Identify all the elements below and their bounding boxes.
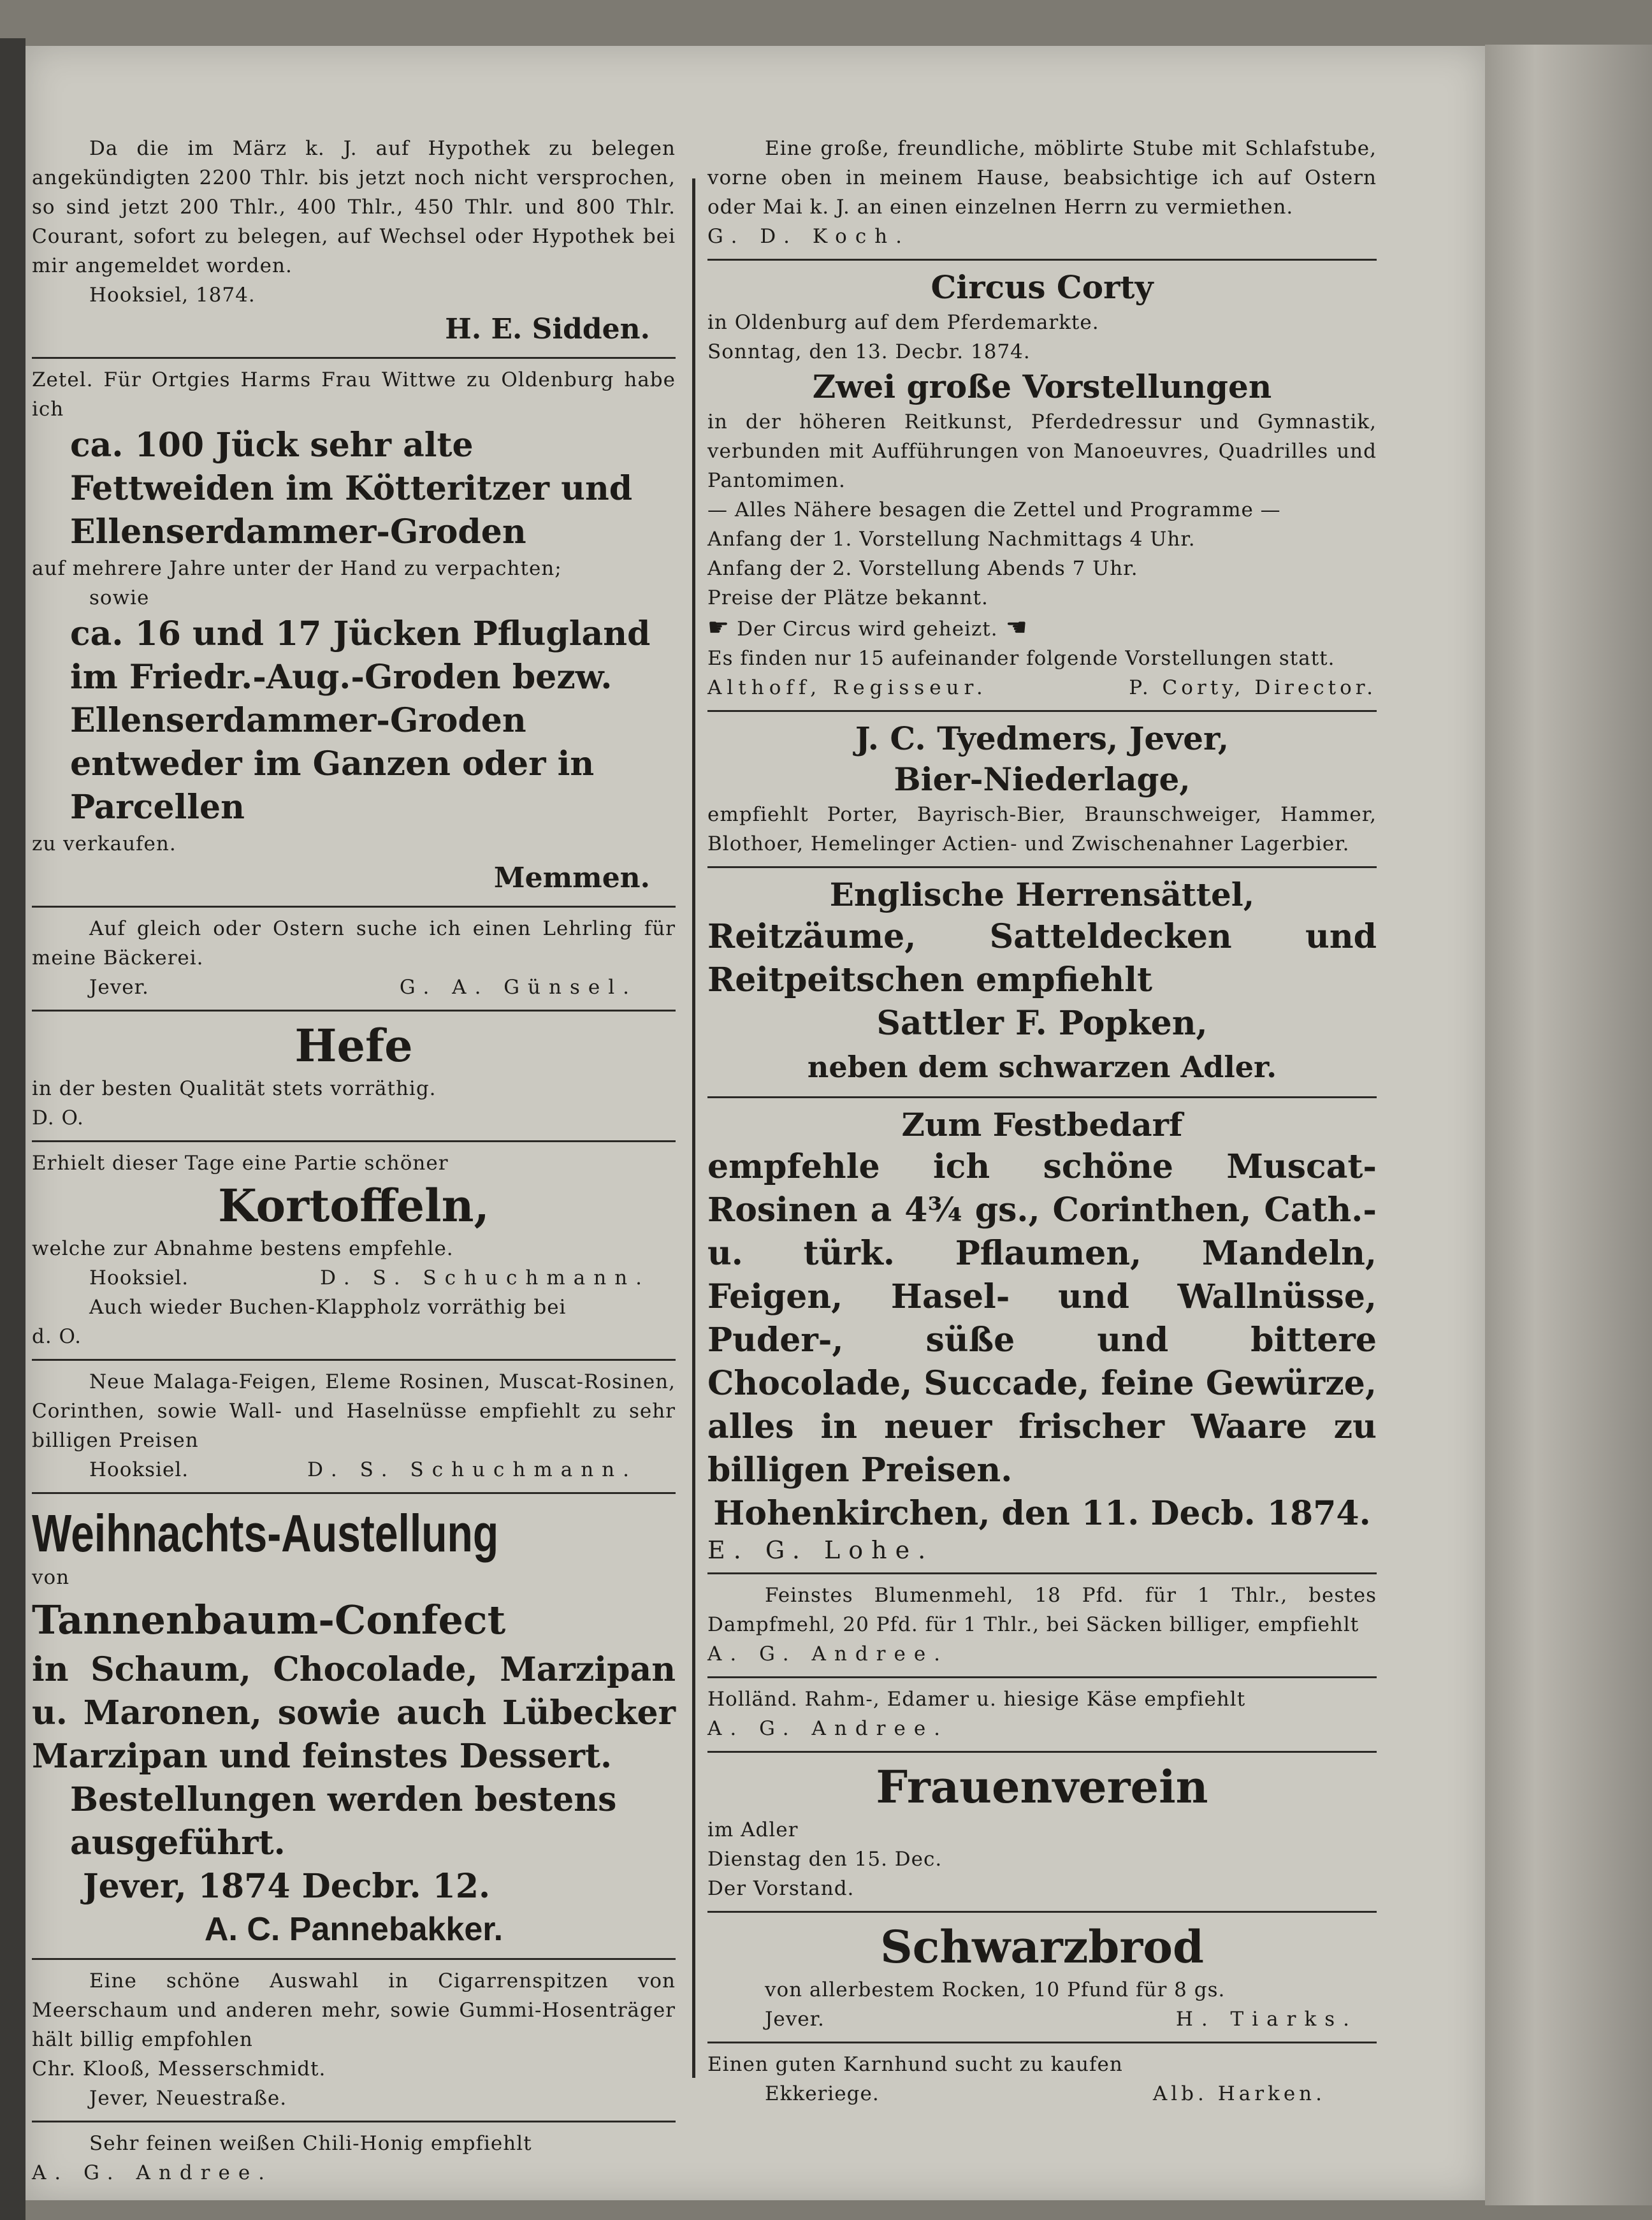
ad-hypothek	[32, 127, 676, 359]
ad-weihnachts	[32, 1494, 676, 1960]
ad-circus	[707, 261, 1377, 712]
ad-place: Hooksiel.	[89, 1458, 189, 1481]
ad-signature: G. D. Koch.	[707, 225, 910, 248]
ad-date: Jever, 1874 Decbr. 12.	[83, 1867, 491, 1906]
ad-text: Der Circus wird geheizt.	[737, 618, 998, 641]
ad-text: zu verkaufen.	[32, 832, 177, 855]
book-spine	[0, 38, 25, 2220]
ad-text: Auch wieder Buchen-Klappholz vorräthig bei	[89, 1296, 567, 1319]
ad-signature: d. O.	[32, 1325, 82, 1348]
ad-intro: Zetel. Für Ortgies Harms Frau Wittwe zu Oldenburg habe ich	[32, 368, 676, 421]
ad-place: Ekkeriege.	[765, 2082, 880, 2105]
ad-signature: Sattler F. Popken,	[876, 1004, 1208, 1043]
ad-text: Bestellungen werden bestens ausgeführt.	[70, 1780, 617, 1862]
ad-date: Hohenkirchen, den 11. Decb. 1874.	[713, 1494, 1371, 1533]
ad-cigarren	[32, 1960, 676, 2122]
ad-headline: Zum Festbedarf	[901, 1106, 1183, 1143]
ad-signature: D. S. Schuchmann.	[320, 1266, 650, 1289]
ad-text: Anfang der 1. Vorstellung Nachmittags 4 Uhr.	[707, 528, 1196, 551]
ad-headline: Kortoffeln,	[218, 1179, 489, 1232]
ad-text: in der besten Qualität stets vorräthig.	[32, 1077, 437, 1100]
ad-text: auf mehrere Jahre unter der Hand zu verpachten;	[32, 557, 562, 580]
ad-title: Weihnachts-Austellung	[32, 1504, 499, 1563]
ad-signature: G. A. Günsel.	[399, 976, 637, 999]
ad-text: Sehr feinen weißen Chili-Honig empfiehlt	[89, 2132, 532, 2155]
ad-karnhund	[707, 2043, 1377, 2116]
ad-text: welche zur Abnahme bestens empfehle.	[32, 1237, 454, 1260]
ad-signature: D. O.	[32, 1106, 84, 1129]
ad-headline: Hefe	[294, 1019, 413, 1072]
ad-lehrling	[32, 908, 676, 1012]
ad-text: sowie	[89, 586, 150, 609]
ad-place: Hooksiel.	[89, 1266, 189, 1289]
ad-festbedarf	[707, 1098, 1377, 1574]
left-column	[32, 127, 676, 2195]
ad-text: Auf gleich oder Ostern suche ich einen Lehrling für meine Bäckerei.	[32, 917, 676, 969]
ad-honig	[32, 2122, 676, 2195]
ad-saettel	[707, 868, 1377, 1098]
ad-text: Eine große, freundliche, möblirte Stube mit Schlafstube, vorne oben in meinem Hause, beabsichtige ich auf Ostern oder Mai k. J. an einen einzelnen Herrn zu vermiethen.	[707, 137, 1377, 219]
ad-frauenverein	[707, 1753, 1377, 1913]
ad-text: Holländ. Rahm-, Edamer u. hiesige Käse empfiehlt	[707, 1688, 1246, 1711]
ad-text: in Schaum, Chocolade, Marzipan u. Maronen, sowie auch Lübecker Marzipan und feinstes Dessert.	[32, 1650, 676, 1776]
ad-signature: A. G. Andree.	[707, 1717, 949, 1740]
right-column	[707, 127, 1377, 2116]
ad-text: Feinstes Blumenmehl, 18 Pfd. für 1 Thlr., bestes Dampfmehl, 20 Pfd. für 1 Thlr., bei Säcken billiger, empfiehlt	[707, 1584, 1377, 1636]
ad-signature: H. E. Sidden.	[445, 313, 650, 345]
ad-text: Neue Malaga-Feigen, Eleme Rosinen, Muscat-Rosinen, Corinthen, sowie Wall- und Haselnüsse empfiehlt zu sehr billigen Preisen	[32, 1370, 676, 1452]
ad-text: Einen guten Karnhund sucht zu kaufen	[707, 2053, 1123, 2076]
ad-fettweiden	[32, 359, 676, 908]
ad-signature: Chr. Klooß, Messerschmidt.	[32, 2057, 326, 2080]
ad-signature: Memmen.	[493, 862, 650, 894]
ad-place: Jever.	[89, 976, 149, 999]
ad-headline: ca. 16 und 17 Jücken Pflugland im Friedr.-Aug.-Groden bezw. Ellenserdammer-Groden entweder im Ganzen oder in Parcellen	[70, 614, 651, 827]
ad-stube	[707, 127, 1377, 261]
ad-signature: P. Corty, Director.	[1129, 676, 1377, 699]
ad-headline: Schwarzbrod	[880, 1920, 1204, 1973]
ad-text: von	[32, 1566, 70, 1589]
ad-signature: D. S. Schuchmann.	[307, 1458, 637, 1481]
ad-text: Reitzäume, Satteldecken und Reitpeitschen empfiehlt	[707, 917, 1377, 999]
ad-text: Dienstag den 15. Dec.	[707, 1848, 943, 1871]
ad-bier	[707, 712, 1377, 868]
ad-signature: Althoff, Regisseur.	[707, 676, 988, 699]
ad-text: im Adler	[707, 1818, 799, 1841]
ad-signature: A. C. Pannebakker.	[204, 1911, 504, 1948]
ad-intro: Erhielt dieser Tage eine Partie schöner	[32, 1152, 449, 1175]
ad-kartoffeln	[32, 1142, 676, 1361]
ad-headline: Englische Herrensättel,	[829, 876, 1255, 913]
ad-text: von allerbestem Rocken, 10 Pfund für 8 gs.	[765, 1978, 1226, 2001]
ad-headline: ca. 100 Jück sehr alte Fettweiden im Kötteritzer und Ellenserdammer-Groden	[70, 426, 633, 551]
ad-place: Hooksiel, 1874.	[89, 284, 256, 307]
ad-place: Jever, Neuestraße.	[89, 2087, 287, 2110]
ad-schwarzbrod	[707, 1913, 1377, 2043]
pointing-hand-icon: ☛	[707, 613, 737, 641]
ad-headline: Zwei große Vorstellungen	[812, 368, 1272, 405]
column-rule	[692, 178, 695, 2078]
ad-text: empfehle ich schöne Muscat-Rosinen a 4¾ gs., Corinthen, Cath.- u. türk. Pflaumen, Mandeln, Feigen, Hasel- und Wallnüsse, Puder-, süße und bittere Chocolade, Succade, feine Gewürze, alles in neuer frischer Waare zu billigen Preisen.	[707, 1147, 1377, 1490]
ad-headline: Frauenverein	[876, 1760, 1208, 1813]
ad-place: Jever.	[765, 2008, 825, 2031]
ad-hefe	[32, 1012, 676, 1142]
page-edge	[1485, 45, 1652, 2205]
ad-text: neben dem schwarzen Adler.	[807, 1050, 1277, 1084]
ad-signature: A. G. Andree.	[32, 2161, 273, 2184]
ad-text: Preise der Plätze bekannt.	[707, 586, 989, 609]
ad-text: Eine schöne Auswahl in Cigarrenspitzen von Meerschaum und anderen mehr, sowie Gummi-Hosenträger hält billig empfohlen	[32, 1970, 676, 2051]
ad-text: in Oldenburg auf dem Pferdemarkte.	[707, 311, 1099, 334]
ad-text: Es finden nur 15 aufeinander folgende Vorstellungen statt.	[707, 647, 1335, 670]
ad-signature: A. G. Andree.	[707, 1643, 949, 1665]
ad-headline: Tannenbaum-Confect	[32, 1597, 506, 1643]
ad-signature: E. G. Lohe.	[707, 1536, 934, 1564]
ad-text: Da die im März k. J. auf Hypothek zu belegen angekündigten 2200 Thlr. bis jetzt noch nicht versprochen, so sind jetzt 200 Thlr., 400 Thlr., 450 Thlr. und 800 Thlr. Courant, sofort zu belegen, auf Wechsel oder Hypothek bei mir angemeldet worden.	[32, 137, 676, 277]
ad-mehl	[707, 1574, 1377, 1678]
ad-signature: Der Vorstand.	[707, 1877, 855, 1900]
ad-feigen	[32, 1361, 676, 1494]
ad-signature: H. Tiarks.	[1175, 2008, 1358, 2031]
ad-signature: Alb. Harken.	[1152, 2082, 1326, 2105]
ad-text: Anfang der 2. Vorstellung Abends 7 Uhr.	[707, 557, 1138, 580]
ad-text: empfiehlt Porter, Bayrisch-Bier, Braunschweiger, Hammer, Blothoer, Hemelinger Actien- und Zwischenahner Lagerbier.	[707, 803, 1377, 855]
ad-headline: Bier-Niederlage,	[894, 760, 1191, 798]
ad-headline: J. C. Tyedmers, Jever,	[855, 720, 1229, 757]
ad-headline: Circus Corty	[931, 268, 1154, 306]
ad-text: Sonntag, den 13. Decbr. 1874.	[707, 340, 1031, 363]
ad-kaese	[707, 1678, 1377, 1753]
ad-text: — Alles Nähere besagen die Zettel und Programme —	[707, 498, 1281, 521]
ad-text: in der höheren Reitkunst, Pferdedressur und Gymnastik, verbunden mit Aufführungen von Manoeuvres, Quadrilles und Pantomimen.	[707, 410, 1377, 492]
pointing-hand-icon: ☚	[997, 613, 1027, 641]
